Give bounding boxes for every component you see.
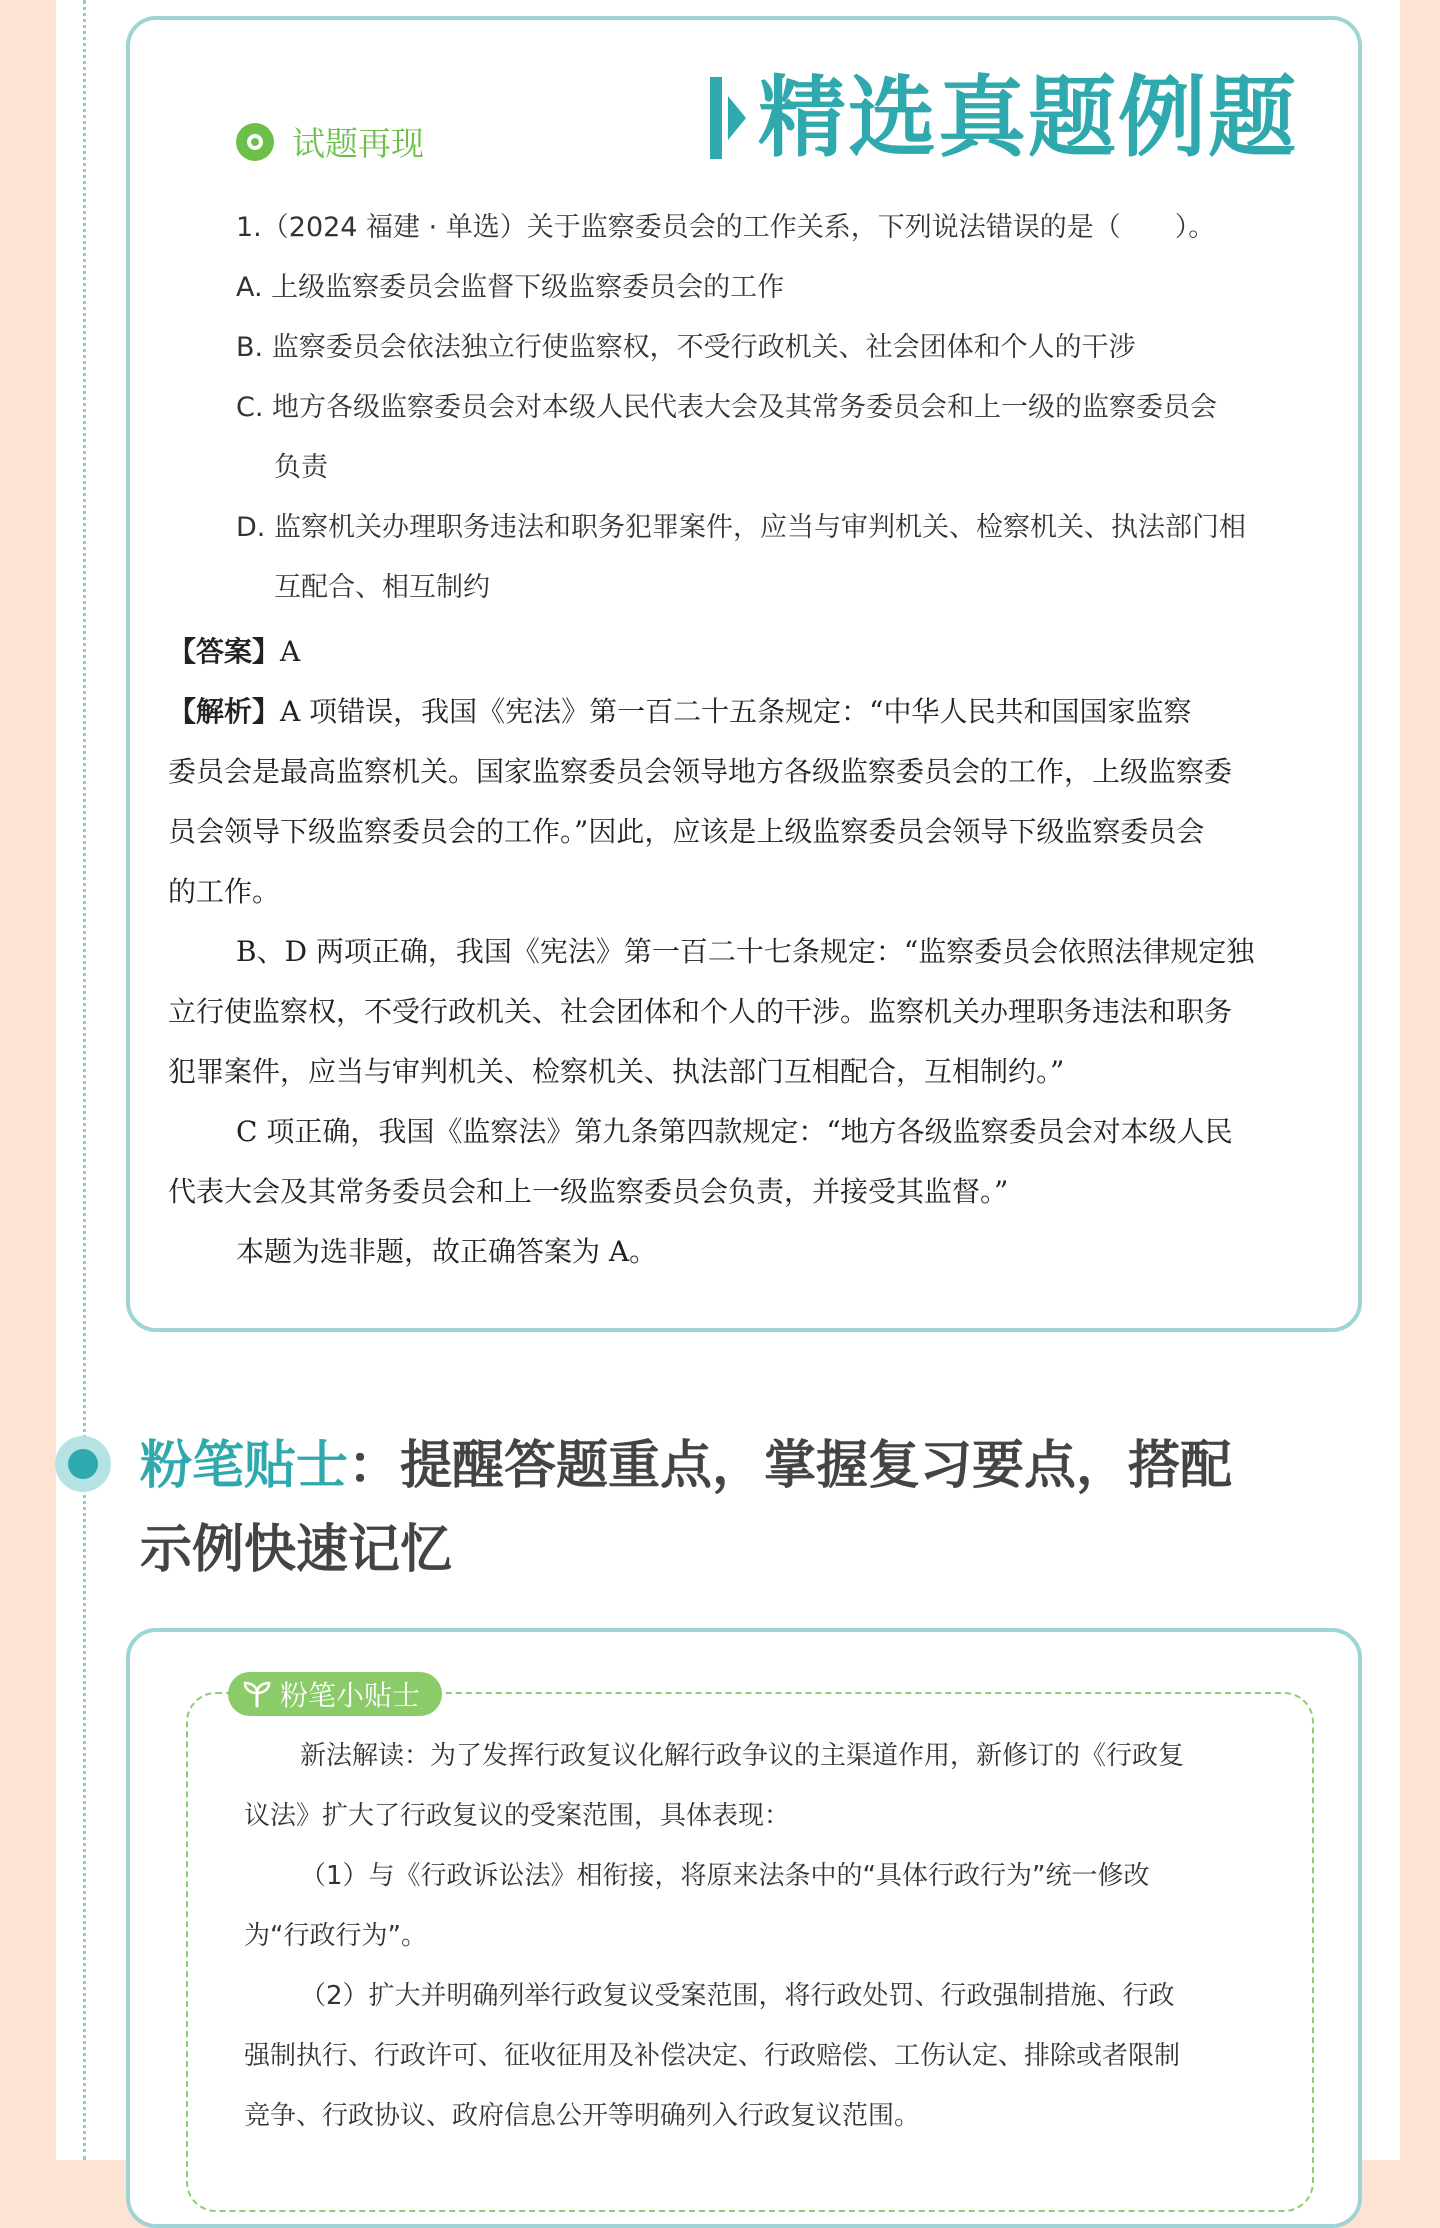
- analysis-text: A 项错误，我国《宪法》第一百二十五条规定：“中华人民共和国国家监察: [280, 695, 1192, 728]
- question-stem: 1.（2024 福建 · 单选）关于监察委员会的工作关系，下列说法错误的是（ ）。: [236, 212, 1216, 243]
- answer-value: A: [280, 635, 301, 668]
- analysis-line: 委员会是最高监察机关。国家监察委员会领导地方各级监察委员会的工作，上级监察委: [168, 755, 1233, 788]
- analysis-line: 本题为选非题，故正确答案为 A。: [236, 1235, 658, 1268]
- timeline-dotted-line: [83, 0, 86, 2160]
- banner: [710, 66, 1298, 170]
- option-a: A. 上级监察委员会监督下级监察委员会的工作: [236, 272, 785, 303]
- answer-line: [168, 622, 1328, 682]
- answer-analysis-block: [168, 622, 1328, 1282]
- section-label-text: 试题再现: [292, 124, 424, 163]
- tip-line: 议法》扩大了行政复议的受案范围，具体表现：: [244, 1801, 791, 1831]
- banner-title: 精选真题例题: [758, 66, 1299, 169]
- tips-body: [244, 1726, 1274, 2146]
- banner-arrow-icon: [728, 96, 746, 140]
- analysis-line: 的工作。: [168, 875, 281, 908]
- option-d-continued: 互配合、相互制约: [274, 572, 490, 603]
- flower-icon: [236, 123, 274, 161]
- analysis-line: 代表大会及其常务委员会和上一级监察委员会负责，并接受其监督。”: [168, 1175, 1009, 1208]
- tips-tag-label: 粉笔小贴士: [280, 1679, 421, 1712]
- section-label: [236, 118, 424, 165]
- tip-line: （2）扩大并明确列举行政复议受案范围，将行政处罚、行政强制措施、行政: [300, 1981, 1175, 2011]
- analysis-line: 立行使监察权，不受行政机关、社会团体和个人的干涉。监察机关办理职务违法和职务: [168, 995, 1233, 1028]
- tips-heading-text: ：提醒答题重点，掌握复习要点，搭配: [348, 1436, 1233, 1496]
- analysis-line-1: [168, 682, 1328, 742]
- timeline-dot-icon: [55, 1436, 111, 1492]
- tips-heading-text-2: 示例快速记忆: [140, 1520, 453, 1580]
- option-c-continued: 负责: [274, 452, 328, 483]
- tip-line: 强制执行、行政许可、征收征用及补偿决定、行政赔偿、工伤认定、排除或者限制: [244, 2041, 1181, 2071]
- tip-line: （1）与《行政诉讼法》相衔接，将原来法条中的“具体行政行为”统一修改: [300, 1861, 1150, 1891]
- option-c: C. 地方各级监察委员会对本级人民代表大会及其常务委员会和上一级的监察委员会: [236, 392, 1218, 423]
- analysis-line: C 项正确，我国《监察法》第九条第四款规定：“地方各级监察委员会对本级人民: [236, 1115, 1233, 1148]
- question-block: [236, 198, 1326, 618]
- analysis-line: 犯罪案件，应当与审判机关、检察机关、执法部门互相配合，互相制约。”: [168, 1055, 1065, 1088]
- analysis-line: B、D 两项正确，我国《宪法》第一百二十七条规定：“监察委员会依照法律规定独: [236, 935, 1255, 968]
- tips-heading-highlight: 粉笔贴士: [140, 1436, 349, 1496]
- tip-line: 竞争、行政协议、政府信息公开等明确列入行政复议范围。: [244, 2101, 921, 2131]
- tip-line: 新法解读：为了发挥行政复议化解行政争议的主渠道作用，新修订的《行政复: [300, 1741, 1185, 1771]
- answer-label: 【答案】: [168, 635, 281, 668]
- option-b: B. 监察委员会依法独立行使监察权，不受行政机关、社会团体和个人的干涉: [236, 332, 1136, 363]
- analysis-label: 【解析】: [168, 695, 281, 728]
- sprout-icon: [242, 1680, 272, 1708]
- analysis-line: 员会领导下级监察委员会的工作。”因此，应该是上级监察委员会领导下级监察委员会: [168, 815, 1205, 848]
- tips-heading: [140, 1424, 1340, 1592]
- tip-line: 为“行政行为”。: [244, 1921, 427, 1951]
- tips-tag: [228, 1672, 442, 1716]
- option-d: D. 监察机关办理职务违法和职务犯罪案件，应当与审判机关、检察机关、执法部门相: [236, 512, 1246, 543]
- banner-bar-icon: [710, 77, 722, 159]
